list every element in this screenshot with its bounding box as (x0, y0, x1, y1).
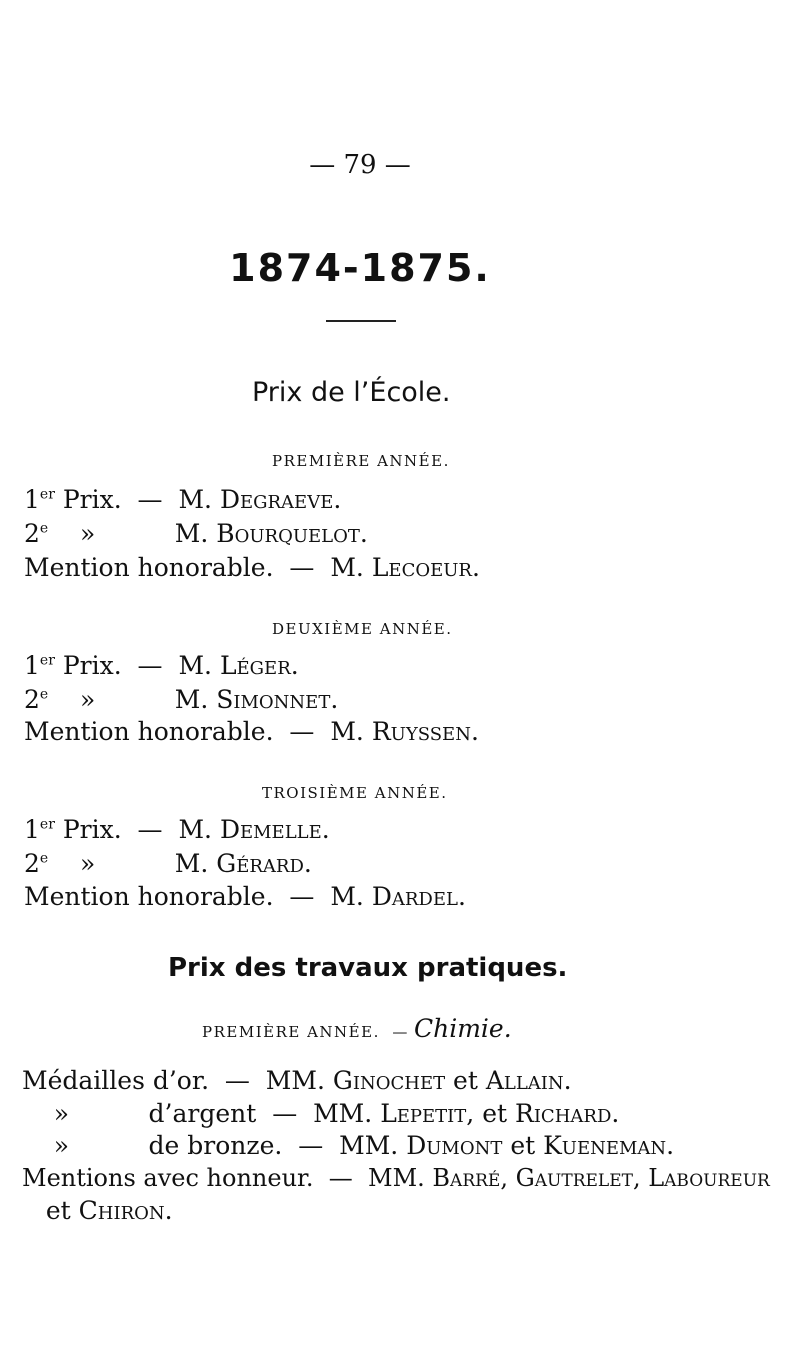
prize-line: Mention honorable. — M. Dardel. (24, 882, 466, 911)
prize-line: 1er Prix. — M. Demelle. (24, 815, 330, 844)
medal-line: » d’argent — MM. Lepetit, et Richard. (22, 1099, 620, 1128)
year-label-troisieme: TROISIÈME ANNÉE. (262, 784, 448, 802)
year-label-premiere: PREMIÈRE ANNÉE. — (202, 1023, 409, 1041)
prize-line: 2e » M. Gérard. (24, 849, 312, 878)
medal-line: et Chiron. (22, 1196, 173, 1225)
year-subject-line (202, 1014, 512, 1043)
medal-line: Mentions avec honneur. — MM. Barré, Gautrelet, Laboureur (22, 1164, 770, 1192)
medal-line: Médailles d’or. — MM. Ginochet et Allain. (22, 1066, 572, 1095)
medal-line: » de bronze. — MM. Dumont et Kueneman. (22, 1131, 675, 1160)
page-number: — 79 — (309, 150, 411, 180)
prize-line: 2e » M. Bourquelot. (24, 519, 368, 548)
prize-line: 1er Prix. — M. Degraeve. (24, 485, 342, 514)
section-title-prix-ecole: Prix de l’École. (252, 377, 451, 408)
divider-rule (326, 320, 396, 322)
subject-chimie: Chimie. (413, 1014, 512, 1043)
prize-line: 2e » M. Simonnet. (24, 685, 339, 714)
year-label-premiere: PREMIÈRE ANNÉE. (272, 452, 450, 470)
year-label-deuxieme: DEUXIÈME ANNÉE. (272, 620, 453, 638)
prize-line: 1er Prix. — M. Léger. (24, 651, 299, 680)
prize-line: Mention honorable. — M. Lecoeur. (24, 553, 480, 582)
years-heading: 1874-1875. (229, 246, 491, 290)
section-title-travaux-pratiques: Prix des travaux pratiques. (168, 953, 568, 983)
prize-line: Mention honorable. — M. Ruyssen. (24, 717, 479, 746)
